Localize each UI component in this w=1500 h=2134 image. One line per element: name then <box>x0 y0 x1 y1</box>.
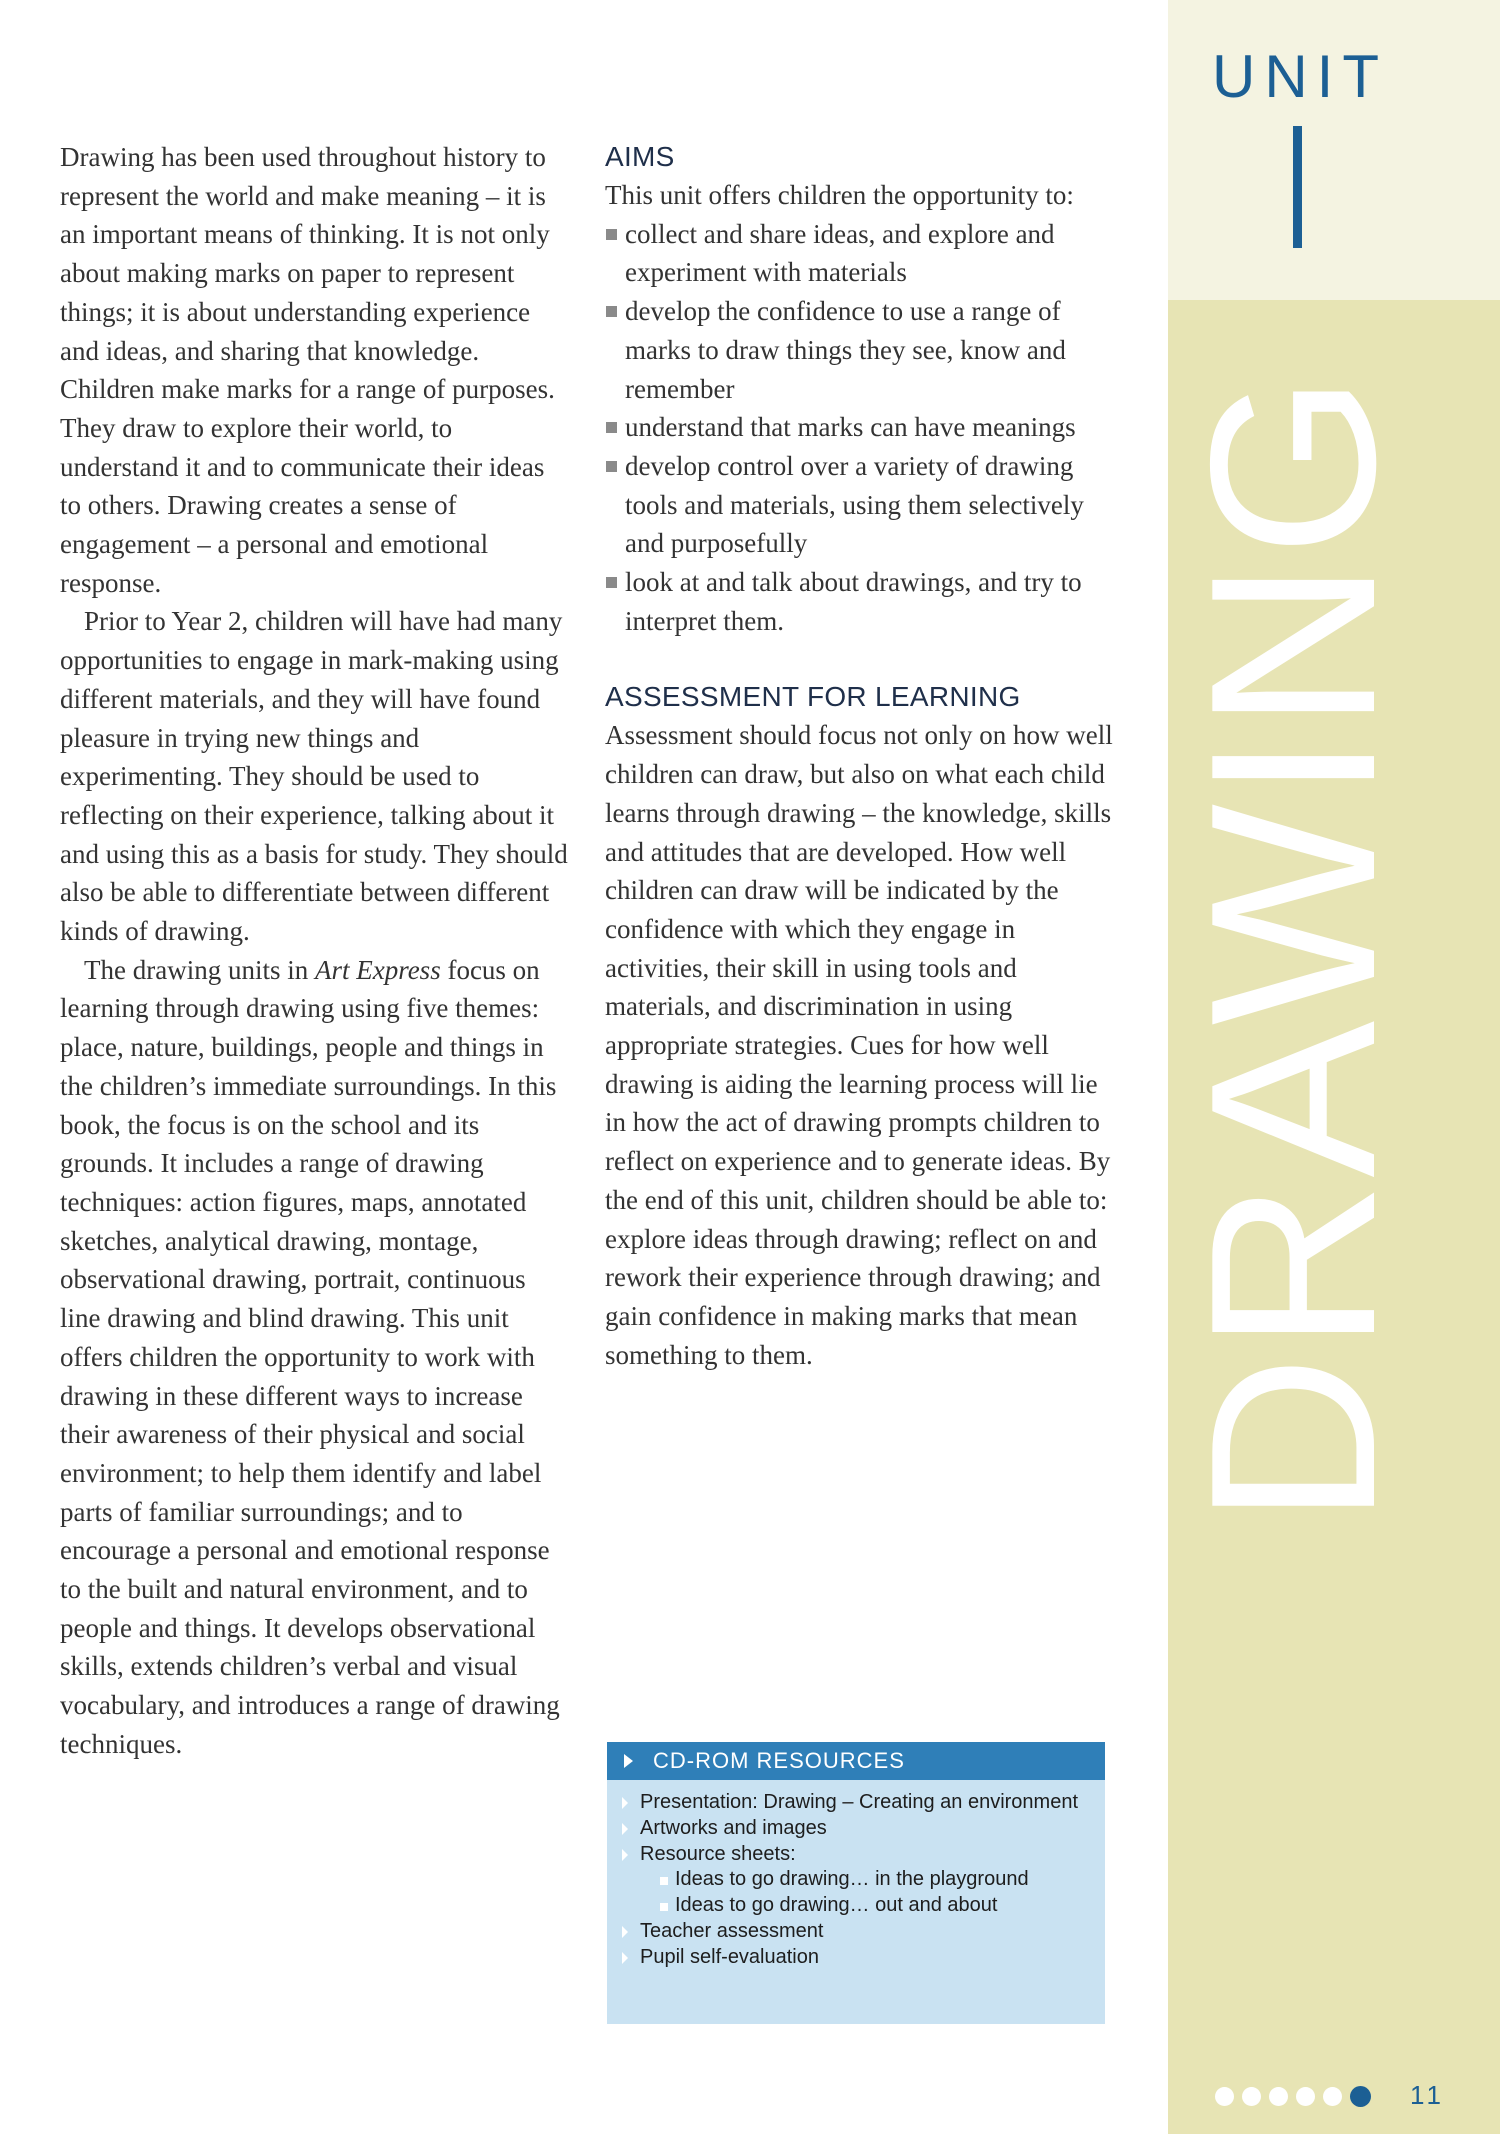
p3-start: The drawing units in <box>84 954 315 985</box>
assessment-heading: ASSESSMENT FOR LEARNING <box>605 681 1021 713</box>
intro-paragraph-2: Prior to Year 2, children will have had many opportunities to engage in mark-making using different materials, and they will have found pleasure in trying new things and experimenting. They should be used to reflecting on their experience, talking about it and using this as a basis for study. They should also be able to differentiate between different kinds of drawing. <box>60 606 568 947</box>
book-title: Art Express <box>314 954 441 985</box>
intro-paragraph-1: Drawing has been used throughout history to represent the world and make meaning – it is an important means of thinking. It is not only about making marks on paper to represent things; it is about understanding experience and ideas, and sharing that knowledge. Children make marks for a range of purposes. They draw to explore their world, to understand it and to communicate their ideas to others. Drawing creates a sense of engagement – a personal and emotional response. <box>60 142 555 598</box>
cdrom-title: CD-ROM RESOURCES <box>653 1748 905 1773</box>
square-bullet-icon <box>660 1903 668 1911</box>
dot-icon <box>1296 2087 1315 2106</box>
cdrom-header <box>607 1742 1105 1780</box>
aims-intro: This unit offers children the opportunity to: <box>605 180 1074 210</box>
aims-heading: AIMS <box>605 141 675 172</box>
aims-item <box>605 215 1125 292</box>
cdrom-item-text: Teacher assessment <box>640 1919 824 1942</box>
cdrom-subitem-text: Ideas to go drawing… in the playground <box>675 1868 1029 1891</box>
aims-list <box>605 215 1125 641</box>
triangle-bullet-icon <box>622 1823 628 1835</box>
cdrom-subitem-text: Ideas to go drawing… out and about <box>675 1894 998 1917</box>
cdrom-item <box>607 1816 1105 1842</box>
dot-icon <box>1269 2087 1288 2106</box>
intro-paragraph-3 <box>60 951 570 1764</box>
aims-item <box>605 447 1125 563</box>
cdrom-item <box>607 1790 1105 1816</box>
square-bullet-icon <box>606 422 617 433</box>
p3-rest: focus on learning through drawing using five themes: place, nature, buildings, people and things in the children’s immediate surroundings. In this book, the focus is on the school and its grounds. It includes a range of drawing techniques: action figures, maps, annotated sketches, analytical drawing, montage, observational drawing, portrait, continuous line drawing and blind drawing. This unit offers children the opportunity to work with drawing in these different ways to increase their awareness of their physical and social environment; to help them identify and label parts of familiar surroundings; and to encourage a personal and emotional response to the built and natural environment, and to people and things. It develops observational skills, extends children’s verbal and visual vocabulary, and introduces a range of drawing techniques. <box>60 954 560 1759</box>
triangle-bullet-icon <box>622 1797 628 1809</box>
section-gap <box>605 640 1125 678</box>
unit-number <box>1293 126 1302 248</box>
aims-item-text: collect and share ideas, and explore and experiment with materials <box>625 218 1055 288</box>
cdrom-item-text: Presentation: Drawing – Creating an environment <box>640 1791 1079 1813</box>
aims-item-text: develop control over a variety of drawing tools and materials, using them selectively and purposefully <box>625 450 1084 559</box>
square-bullet-icon <box>660 1877 668 1885</box>
cdrom-item <box>607 1919 1105 1945</box>
cdrom-item-text: Pupil self-evaluation <box>640 1945 819 1968</box>
square-bullet-icon <box>606 229 617 240</box>
current-dot-icon <box>1350 2086 1371 2107</box>
intro-text-column <box>60 138 570 1764</box>
play-arrow-icon <box>624 1754 633 1768</box>
aims-item <box>605 292 1125 408</box>
section-title-vertical: DRAWING <box>1161 369 1424 1525</box>
square-bullet-icon <box>606 306 617 317</box>
aims-item <box>605 563 1125 640</box>
square-bullet-icon <box>606 461 617 472</box>
cdrom-item-text: Artworks and images <box>640 1816 827 1839</box>
square-bullet-icon <box>606 577 617 588</box>
cdrom-list <box>607 1780 1105 1971</box>
assessment-body: Assessment should focus not only on how well children can draw, but also on what each child learns through drawing – the knowledge, skills and attitudes that are developed. How well children can draw will be indicated by the confidence with which they engage in activities, their skill in using tools and materials, and discrimination in using appropriate strategies. Cues for how well drawing is aiding the learning process will lie in how the act of drawing prompts children to reflect on experience and to generate ideas. By the end of this unit, children should be able to: explore ideas through drawing; reflect on and rework their experience through drawing; and gain confidence in making marks that mean something to them. <box>605 720 1113 1370</box>
aims-item <box>605 408 1125 447</box>
triangle-bullet-icon <box>622 1926 628 1938</box>
unit-label: UNIT <box>1212 43 1388 110</box>
aims-item-text: look at and talk about drawings, and try to interpret them. <box>625 567 1082 636</box>
dot-icon <box>1323 2087 1342 2106</box>
cdrom-item <box>607 1945 1105 1971</box>
aims-item-text: develop the confidence to use a range of marks to draw things they see, know and remember <box>625 296 1066 404</box>
cdrom-subitem <box>607 1893 1105 1919</box>
aims-column <box>605 138 1125 1374</box>
page-dots <box>1215 2086 1379 2107</box>
dot-icon <box>1215 2087 1234 2106</box>
dot-icon <box>1242 2087 1261 2106</box>
cdrom-resources-box <box>607 1742 1105 2024</box>
cdrom-item <box>607 1842 1105 1868</box>
triangle-bullet-icon <box>622 1952 628 1964</box>
cdrom-subitem <box>607 1867 1105 1893</box>
triangle-bullet-icon <box>622 1849 628 1861</box>
page-number: 11 <box>1410 2080 1445 2110</box>
aims-item-text: understand that marks can have meanings <box>625 412 1076 443</box>
cdrom-item-text: Resource sheets: <box>640 1842 796 1865</box>
